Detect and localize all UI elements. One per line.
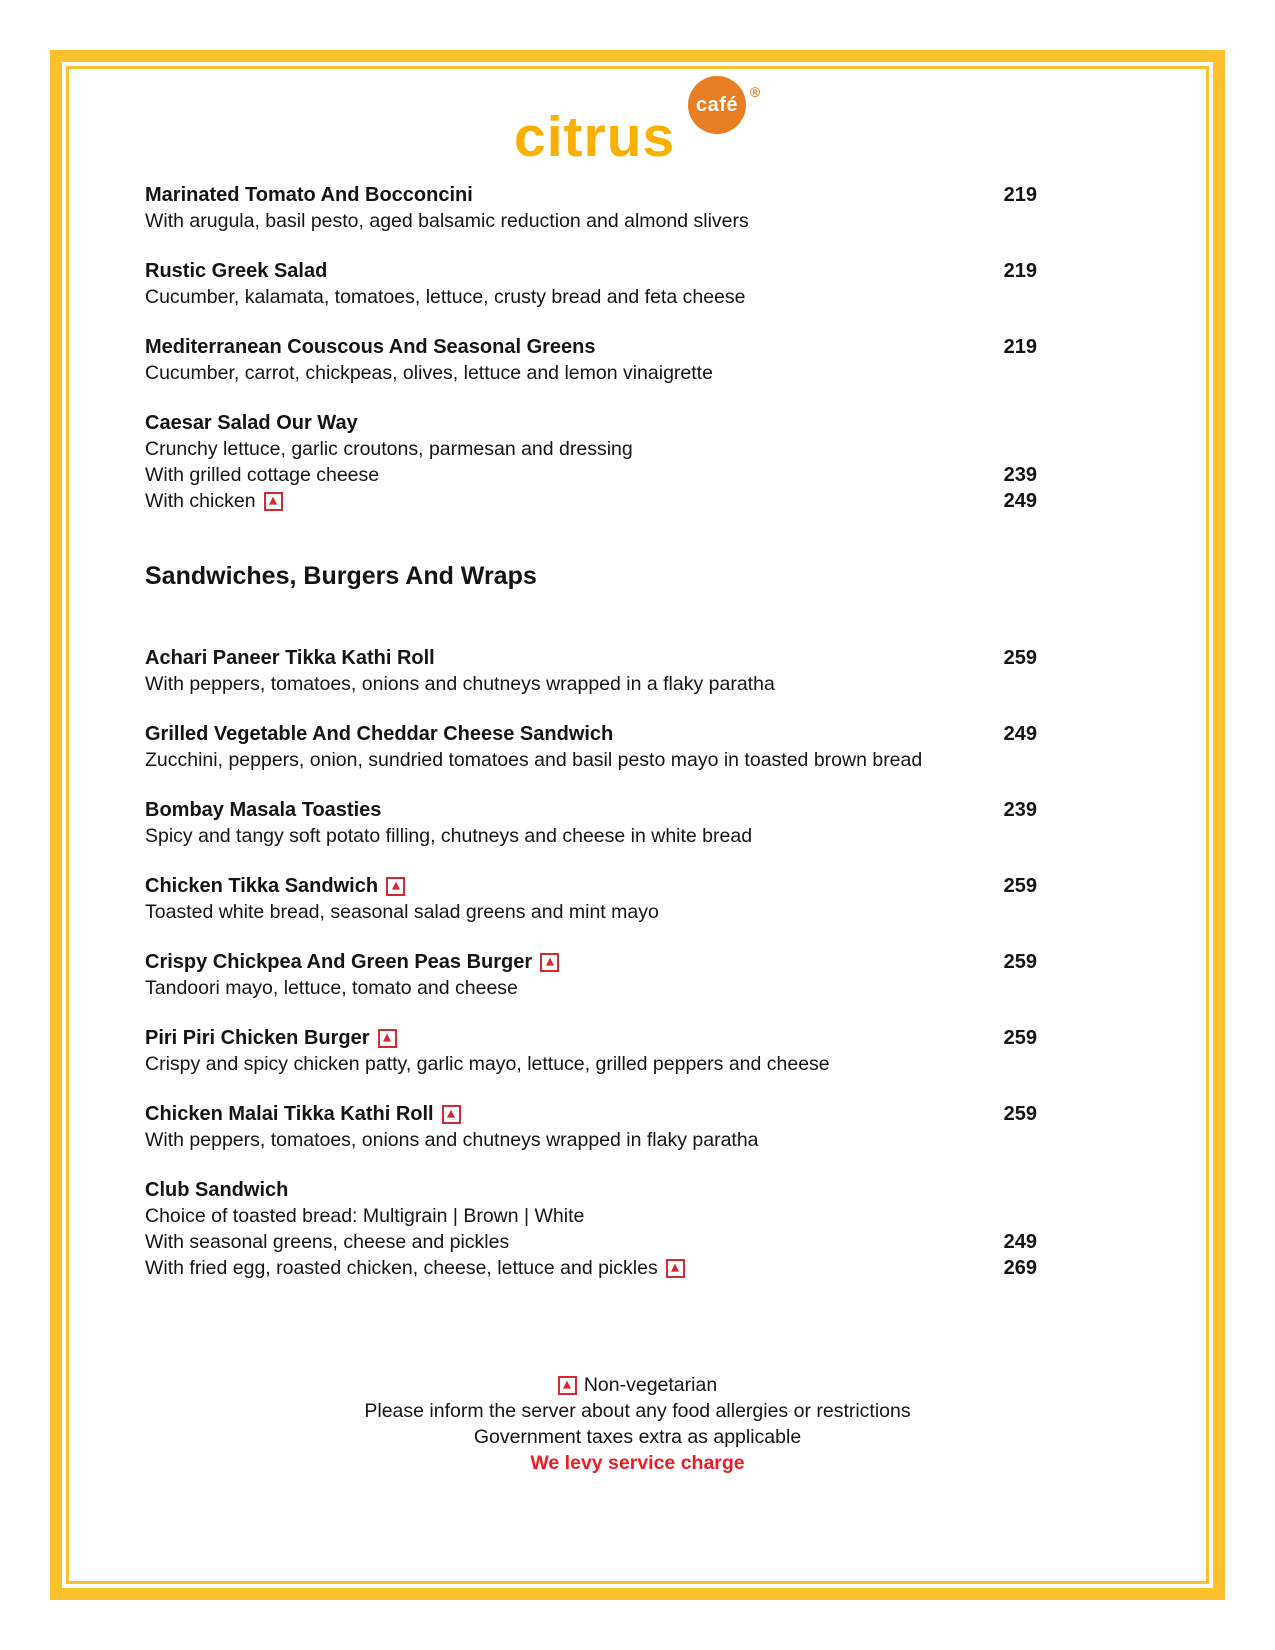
item-description: Toasted white bread, seasonal salad greens and mint mayo — [145, 901, 659, 923]
item-title-row — [145, 410, 1037, 436]
menu-item — [145, 721, 1037, 773]
nonveg-triangle — [563, 1381, 571, 1389]
item-title-row — [145, 258, 1037, 284]
menu-body — [145, 182, 1037, 1305]
item-price: 219 — [1003, 260, 1037, 282]
variant-label: With fried egg, roasted chicken, cheese, lettuce and pickles — [145, 1257, 658, 1279]
item-price: 259 — [1003, 647, 1037, 669]
menu-item — [145, 1025, 1037, 1077]
menu-item — [145, 182, 1037, 234]
service-charge-notice: We levy service charge — [530, 1452, 745, 1474]
item-title-row — [145, 797, 1037, 823]
item-variant-row — [145, 1229, 1037, 1255]
item-variant-row — [145, 488, 1037, 514]
footer-notices — [0, 1372, 1275, 1476]
menu-item — [145, 334, 1037, 386]
nonveg-triangle — [269, 497, 277, 505]
item-description: Crispy and spicy chicken patty, garlic mayo, lettuce, grilled peppers and cheese — [145, 1053, 830, 1075]
item-title-row — [145, 645, 1037, 671]
item-name: Rustic Greek Salad — [145, 260, 328, 282]
nonveg-triangle — [671, 1264, 679, 1272]
nonveg-legend-line — [0, 1372, 1275, 1398]
item-name: Club Sandwich — [145, 1179, 289, 1201]
menu-item — [145, 949, 1037, 1001]
item-price: 219 — [1003, 184, 1037, 206]
section-heading: Sandwiches, Burgers And Wraps — [145, 562, 537, 590]
menu-item — [145, 410, 1037, 514]
tax-notice: Government taxes extra as applicable — [473, 1426, 802, 1448]
item-description: With peppers, tomatoes, onions and chutneys wrapped in a flaky paratha — [145, 673, 775, 695]
menu-item — [145, 797, 1037, 849]
nonveg-icon — [558, 1376, 577, 1395]
variant-label: With seasonal greens, cheese and pickles — [145, 1231, 510, 1253]
item-title-row — [145, 721, 1037, 747]
variant-price: 249 — [1003, 1231, 1037, 1253]
item-description: Spicy and tangy soft potato filling, chutneys and cheese in white bread — [145, 825, 753, 847]
nonveg-triangle — [447, 1110, 455, 1118]
item-name: Marinated Tomato And Bocconcini — [145, 184, 473, 206]
item-name: Chicken Tikka Sandwich — [145, 875, 379, 897]
item-title-row — [145, 182, 1037, 208]
item-name: Caesar Salad Our Way — [145, 412, 358, 434]
item-name: Achari Paneer Tikka Kathi Roll — [145, 647, 435, 669]
variant-price: 269 — [1003, 1257, 1037, 1279]
item-name: Bombay Masala Toasties — [145, 799, 382, 821]
item-price: 219 — [1003, 336, 1037, 358]
menu-item — [145, 1101, 1037, 1153]
item-name: Piri Piri Chicken Burger — [145, 1027, 370, 1049]
nonveg-icon — [264, 492, 283, 511]
cafe-badge — [688, 76, 746, 134]
item-title-row — [145, 949, 1037, 975]
item-name: Crispy Chickpea And Green Peas Burger — [145, 951, 533, 973]
variant-label: With chicken — [145, 490, 256, 512]
nonveg-icon — [442, 1105, 461, 1124]
item-description: Zucchini, peppers, onion, sundried tomatoes and basil pesto mayo in toasted brown bread — [145, 749, 923, 771]
variant-label: With grilled cottage cheese — [145, 464, 380, 486]
menu-item — [145, 1177, 1037, 1281]
nonveg-icon — [666, 1259, 685, 1278]
variant-price: 249 — [1003, 490, 1037, 512]
item-price: 259 — [1003, 1027, 1037, 1049]
item-name: Chicken Malai Tikka Kathi Roll — [145, 1103, 434, 1125]
item-price: 259 — [1003, 951, 1037, 973]
menu-item — [145, 258, 1037, 310]
menu-item — [145, 873, 1037, 925]
item-price: 259 — [1003, 1103, 1037, 1125]
item-name: Grilled Vegetable And Cheddar Cheese Sandwich — [145, 723, 614, 745]
item-title-row — [145, 334, 1037, 360]
item-description: With arugula, basil pesto, aged balsamic reduction and almond slivers — [145, 210, 749, 232]
variant-price: 239 — [1003, 464, 1037, 486]
item-variant-row — [145, 462, 1037, 488]
item-price: 249 — [1003, 723, 1037, 745]
cafe-badge-label: café — [695, 93, 739, 116]
nonveg-triangle — [546, 958, 554, 966]
registered-trademark-mark: ® — [750, 84, 761, 100]
nonveg-legend-label: Non-vegetarian — [583, 1374, 718, 1396]
item-title-row — [145, 1101, 1037, 1127]
brand-wordmark: citrus — [514, 105, 676, 169]
nonveg-icon — [540, 953, 559, 972]
item-variant-row — [145, 1255, 1037, 1281]
item-description: With peppers, tomatoes, onions and chutneys wrapped in flaky paratha — [145, 1129, 759, 1151]
item-price: 259 — [1003, 875, 1037, 897]
item-description: Cucumber, carrot, chickpeas, olives, lettuce and lemon vinaigrette — [145, 362, 713, 384]
nonveg-triangle — [383, 1034, 391, 1042]
allergy-notice: Please inform the server about any food allergies or restrictions — [364, 1400, 911, 1422]
item-description: Crunchy lettuce, garlic croutons, parmesan and dressing — [145, 438, 633, 460]
item-title-row — [145, 873, 1037, 899]
nonveg-icon — [378, 1029, 397, 1048]
item-description: Cucumber, kalamata, tomatoes, lettuce, crusty bread and feta cheese — [145, 286, 746, 308]
item-title-row — [145, 1025, 1037, 1051]
menu-item — [145, 645, 1037, 697]
item-description: Tandoori mayo, lettuce, tomato and cheese — [145, 977, 518, 999]
nonveg-icon — [386, 877, 405, 896]
nonveg-triangle — [392, 882, 400, 890]
item-description: Choice of toasted bread: Multigrain | Brown | White — [145, 1205, 585, 1227]
citrus-cafe-logo — [0, 0, 1275, 175]
item-title-row — [145, 1177, 1037, 1203]
item-price: 239 — [1003, 799, 1037, 821]
item-name: Mediterranean Couscous And Seasonal Greens — [145, 336, 596, 358]
